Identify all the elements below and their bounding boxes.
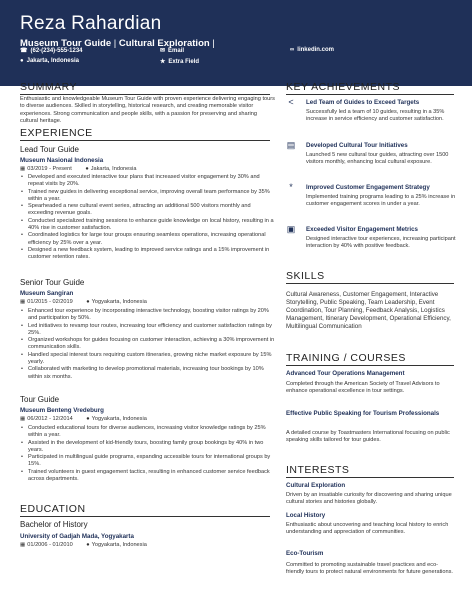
list-item: • Spearheaded a new cultural event series, attracting an additional 500 visitors monthly and exceeding revenue goals. — [20, 203, 275, 218]
database-icon: ▣ — [286, 224, 296, 234]
job-meta-3: ▦ 06/2012 - 12/2014 ● Yogyakarta, Indonesia — [20, 416, 147, 422]
location-pin-icon: ● — [86, 416, 90, 422]
location-pin-icon: ● — [20, 58, 24, 64]
achievements-rule — [286, 94, 454, 95]
school: University of Gadjah Mada, Yogyakarta — [20, 533, 134, 540]
list-item: • Collaborated with marketing to develop promotional materials, increasing tour bookings by 10% within six months. — [20, 366, 275, 381]
phone-contact[interactable]: ☎ (62-(234)-555-1234 — [20, 48, 83, 54]
list-item: • Coordinated logistics for large tour groups ensuring seamless operations, increasing operational efficiency by 25% over a year. — [20, 232, 275, 247]
summary-rule — [20, 94, 270, 95]
calendar-icon: ▦ — [20, 299, 26, 305]
achievement-title-4: Exceeded Visitor Engagement Metrics — [306, 226, 418, 233]
interest-title-3: Eco-Tourism — [286, 550, 324, 557]
training-title-1: Advanced Tour Operations Management — [286, 370, 405, 377]
calendar-icon: ▦ — [20, 416, 26, 422]
list-item: • Developed and executed interactive tour plans that increased visitor engagement by 30% and repeat visits by 20%. — [20, 174, 275, 189]
training-title-2: Effective Public Speaking for Tourism Professionals — [286, 410, 440, 417]
list-item: • Conducted specialized training sessions to enhance guide knowledge on local history, resulting in a 40% rise in customer satisfaction. — [20, 218, 275, 233]
job-org-2: Museum Sangiran — [20, 290, 74, 297]
job-org-3: Museum Benteng Vredeburg — [20, 407, 104, 414]
list-item: • Led initiatives to revamp tour routes, increasing tour efficiency and customer satisfaction ratings by 25%. — [20, 323, 275, 338]
training-desc-2: A detailed course by Toastmasters International focusing on public speaking skills tailored for tour guides. — [286, 430, 450, 444]
achievement-title-2: Developed Cultural Tour Initiatives — [306, 142, 408, 149]
skills-rule — [286, 283, 454, 284]
job-title-3: Tour Guide — [20, 395, 60, 404]
achievement-title-3: Improved Customer Engagement Strategy — [306, 184, 430, 191]
achievement-desc-4: Designed interactive tour experiences, increasing participant interaction by 40% with positive feedback. — [306, 236, 456, 250]
degree: Bachelor of History — [20, 520, 88, 529]
interest-title-1: Cultural Exploration — [286, 482, 346, 489]
chevron-icon: < — [288, 97, 294, 107]
achievement-title-1: Led Team of Guides to Exceed Targets — [306, 99, 420, 106]
achievement-desc-1: Successfully led a team of 10 guides, resulting in a 35% increase in service efficiency and customer satisfaction. — [306, 109, 445, 123]
calendar-icon: ▦ — [20, 542, 26, 548]
interest-desc-3: Committed to promoting sustainable travel practices and eco-friendly tours to protect natural environments for future generations. — [286, 562, 453, 576]
education-meta: ▦ 01/2006 - 01/2010 ● Yogyakarta, Indonesia — [20, 542, 147, 548]
training-rule — [286, 365, 454, 366]
extra-field-icon: ★ — [160, 59, 166, 65]
list-item: • Conducted educational tours for diverse audiences, increasing visitor knowledge ratings by 25% within a year. — [20, 425, 275, 440]
header — [0, 0, 472, 86]
candidate-name: Reza Rahardian — [20, 13, 162, 34]
job-title-2: Senior Tour Guide — [20, 278, 85, 287]
email-icon: ✉ — [160, 48, 166, 54]
calendar-icon: ▦ — [20, 166, 26, 172]
interest-desc-1: Driven by an insatiable curiosity for discovering and sharing unique cultural stories and histories globally. — [286, 492, 452, 506]
training-heading: TRAINING / COURSES — [286, 352, 406, 364]
phone-icon: ☎ — [20, 48, 28, 54]
job-bullets-2 — [20, 308, 275, 381]
list-item: • Enhanced tour experience by incorporating interactive technology, boosting visitor ratings by 20% and participation by 50%. — [20, 308, 275, 323]
achievement-desc-2: Launched 5 new cultural tour guides, attracting over 1500 visitors monthly, enhancing local cultural exposure. — [306, 152, 449, 166]
list-item: • Designed a new feedback system, leading to improved service ratings and a 15% improvement in customer retention rates. — [20, 247, 275, 262]
interest-desc-2: Enthusiastic about uncovering and teaching local history to enrich understanding and appreciation of communities. — [286, 522, 449, 536]
list-item: • Handled special interest tours requiring custom itineraries, growing niche market exposure by 15% yearly. — [20, 352, 275, 367]
link-icon: ∞ — [290, 47, 295, 53]
experience-heading: EXPERIENCE — [20, 127, 93, 139]
interest-title-2: Local History — [286, 512, 326, 519]
job-bullets-1 — [20, 174, 275, 262]
education-heading: EDUCATION — [20, 503, 86, 515]
headline-subtitle: Cultural Exploration — [118, 38, 210, 49]
achievement-desc-3: Implemented training programs leading to a 25% increase in customer engagement scores in under a year. — [306, 194, 456, 208]
location-pin-icon: ● — [86, 542, 90, 548]
list-item: • Participated in multilingual guide programs, expanding accessible tours for international groups by 15%. — [20, 454, 275, 469]
location-pin-icon: ● — [86, 299, 90, 305]
job-title-1: Lead Tour Guide — [20, 145, 80, 154]
experience-rule — [20, 140, 270, 141]
website-contact[interactable]: ∞ linkedin.com — [290, 47, 334, 53]
location-contact: ● Jakarta, Indonesia — [20, 58, 79, 64]
list-item: • Organized workshops for guides focusing on customer interaction, achieving a 30% improvement in communication skills. — [20, 337, 275, 352]
education-rule — [20, 516, 270, 517]
headline-title: Museum Tour Guide — [20, 38, 112, 49]
job-org-1: Museum Nasional Indonesia — [20, 157, 104, 164]
job-meta-2: ▦ 01/2015 - 02/2019 ● Yogyakarta, Indonesia — [20, 299, 147, 305]
list-item: • Trained new guides in delivering exceptional service, improving overall team performance by 35% within a year. — [20, 189, 275, 204]
skills-list: Cultural Awareness, Customer Engagement, Interactive Storytelling, Public Speaking, Team Leadership, Event Coordination, Tour Planning, Feedback Analysis, Logistics Management, Itinerary Development, Operational Efficiency, Multilingual Communication — [286, 291, 451, 330]
extra-contact: ★ Extra Field — [160, 59, 200, 65]
email-contact[interactable]: ✉ Email — [160, 48, 185, 54]
job-bullets-3 — [20, 425, 275, 483]
skills-heading: SKILLS — [286, 270, 325, 282]
job-meta-1: ▦ 03/2019 - Present ● Jakarta, Indonesia — [20, 166, 137, 172]
job-headline: Museum Tour Guide | Cultural Exploration | — [20, 38, 215, 49]
star-icon: * — [289, 182, 293, 192]
achievements-heading: KEY ACHIEVEMENTS — [286, 81, 401, 93]
summary-text: Enthusiastic and knowledgeable Museum Tour Guide with proven experience delivering engaging tours to diverse audiences. Skilled in storytelling, historical research, and creating memorable visitor experiences. Strong communication and people skills, with a passion for preserving and sharing cultural heritage. — [20, 96, 275, 125]
interests-rule — [286, 477, 454, 478]
list-item: • Trained volunteers in guest engagement tactics, resulting in enhanced customer service feedback across departments. — [20, 469, 275, 484]
training-desc-1: Completed through the American Society of Travel Advisors to enhance operational excellence in tour settings. — [286, 381, 440, 395]
interests-heading: INTERESTS — [286, 464, 350, 476]
list-item: • Assisted in the development of kid-friendly tours, boosting family group bookings by 40% in two years. — [20, 440, 275, 455]
location-pin-icon: ● — [85, 166, 89, 172]
document-icon: ▤ — [286, 140, 296, 150]
summary-heading: SUMMARY — [20, 81, 77, 93]
